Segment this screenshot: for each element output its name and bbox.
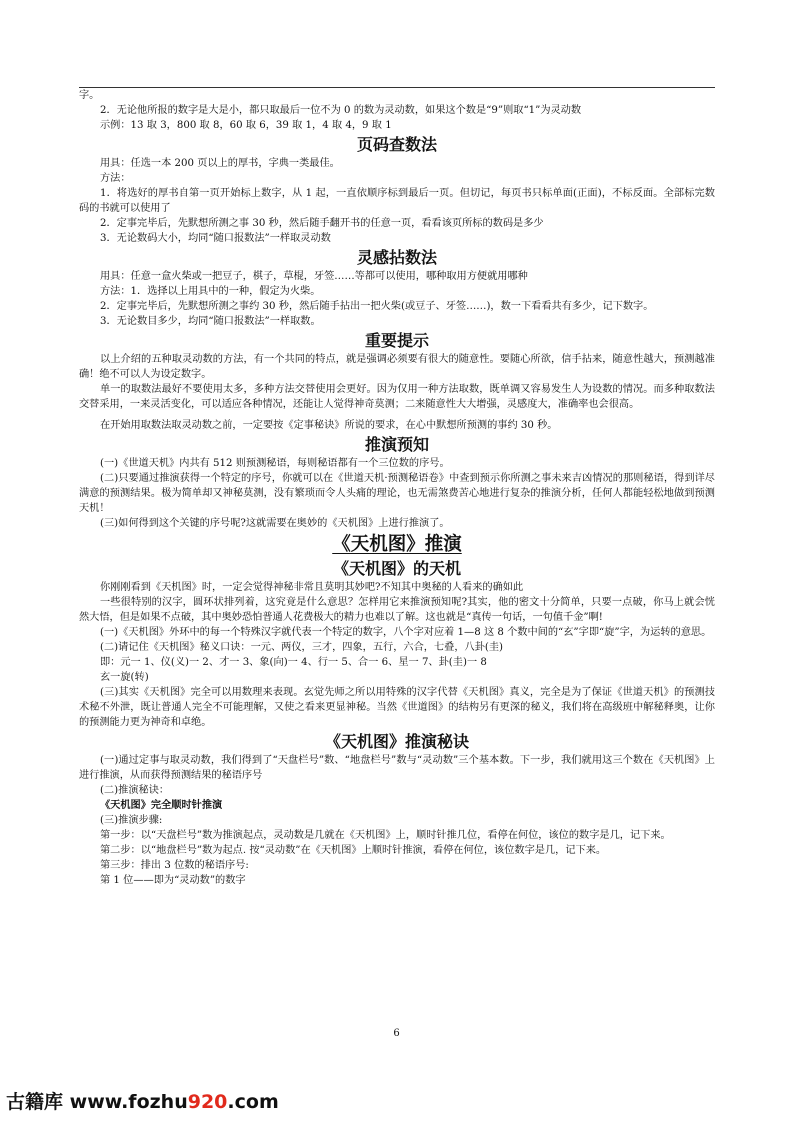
footer-url-suffix: .com <box>227 1091 279 1113</box>
footer-url-part: www.fozhu <box>69 1091 188 1113</box>
paragraph: (二)推演秘诀： <box>100 785 170 796</box>
section-heading: 《天机图》推演秘诀 <box>324 732 469 751</box>
paragraph: 在开始用取数法取灵动数之前，一定要按《定事秘诀》所说的要求，在心中默想所预测的事约 30 秒。 <box>100 420 558 431</box>
paragraph: (一)《世道天机》内共有 512 则预测秘语，每则秘语都有一个三位数的序号。 <box>100 458 450 469</box>
paragraph: (三)其实《天机图》完全可以用数理来表现。玄觉先师之所以用特殊的汉字代替《天机图》真义，完全是为了保证《世道天机》的预测技术秘不外泄，既让普通人完全不可能理解，又使之看来更显神秘。当然《世道图》的结构另有更深的秘义，我们将在高级班中解秘释奥，让你的预测能力更为神奇和卓绝。 <box>79 687 715 728</box>
paragraph: (二)请记住《天机图》秘义口诀：一元、两仪，三才，四象，五行，六合，七叠，八卦(圭) <box>100 642 504 653</box>
paragraph: 第三步：排出 3 位数的秘语序号: <box>100 860 249 871</box>
section-heading: 推演预知 <box>364 435 429 454</box>
paragraph: 第二步：以“地盘栏号”数为起点. 按“灵动数”在《天机图》上顺时针推演，看停在何位，该位数字是几，记下来。 <box>100 845 607 856</box>
bold-subheading: 《天机图》完全顺时针推演 <box>100 799 223 811</box>
paragraph: 方法： <box>100 173 131 184</box>
paragraph: (三)推演步骤: <box>100 815 163 826</box>
paragraph: 3．无论数目多少，均同“随口报数法”一样取数。 <box>100 316 321 327</box>
paragraph: 示例：13 取 3，800 取 8，60 取 6，39 取 1，4 取 4，9 取 1 <box>100 120 392 131</box>
chapter-heading: 《天机图》推演 <box>332 534 462 555</box>
paragraph: 即：元一 1、仪(义)一 2、才一 3、象(向)一 4、行一 5、合一 6、星一 7、卦(圭)一 8 <box>100 657 487 668</box>
footer-url-accent: 920 <box>187 1091 228 1113</box>
paragraph: 2．无论他所报的数字是大是小，都只取最后一位不为 0 的数为灵动数，如果这个数是“9”则取“1”为灵动数 <box>100 105 582 116</box>
paragraph: (三)如何得到这个关键的序号呢?这就需要在奥妙的《天机图》上进行推演了。 <box>100 518 450 529</box>
paragraph: (一)《天机图》外环中的每一个特殊汉字就代表一个特定的数字，八个字对应着 1—8 这 8 个数中间的“玄”字即“旋”字，为运转的意思。 <box>100 627 712 638</box>
paragraph: 方法：1．选择以上用具中的一种，假定为火柴。 <box>100 286 321 297</box>
paragraph: 1．将选好的厚书自第一页开始标上数字，从 1 起，一直依顺序标到最后一页。但切记，每页书只标单面(正面)，不标反面。全部标完数码的书就可以使用了 <box>79 188 715 214</box>
paragraph: 以上介绍的五种取灵动数的方法，有一个共同的特点，就是强调必须要有很大的随意性。要随心所欲，信手拈来，随意性越大，预测越准确！绝不可以人为设定数字。 <box>79 354 715 380</box>
paragraph: 第一步：以“天盘栏号”数为推演起点，灵动数是几就在《天机图》上，顺时针推几位，看停在何位，该位的数字是几，记下来。 <box>100 830 671 841</box>
footer-brand: 古籍库 <box>6 1091 64 1113</box>
paragraph: 2．定事完毕后，先默想所测之事约 30 秒，然后随手拈出一把火柴(或豆子、牙签……)，数一下看看共有多少，记下数字。 <box>100 301 654 312</box>
paragraph: 2．定事完毕后，先默想所测之事 30 秒，然后随手翻开书的任意一页，看看该页所标的数码是多少 <box>100 218 544 229</box>
paragraph: 3．无论数码大小，均同“随口报数法”一样取灵动数 <box>100 233 331 244</box>
paragraph: 用具：任意一盒火柴或一把豆子，棋子，草棍，牙签……等都可以使用，哪种取用方便就用哪种 <box>100 271 528 282</box>
paragraph: 字。 <box>79 90 100 101</box>
paragraph: (二)只要通过推演获得一个特定的序号，你就可以在《世道天机·预测秘语卷》中查到预示你所测之事未来吉凶情况的那则秘语，得到详尽满意的预测结果。极为简单却又神秘莫测，没有繁琐而令人头痛的理论，也无需煞费苦心地进行复杂的推演分析，任何人都能轻松地做到预测天机！ <box>79 473 715 514</box>
page-number: 6 <box>393 1028 400 1039</box>
section-heading: 页码查数法 <box>356 135 437 154</box>
paragraph: 用具：任选一本 200 页以上的厚书，字典一类最佳。 <box>100 158 340 169</box>
section-heading: 《天机图》的天机 <box>332 559 461 578</box>
footer-watermark <box>6 1090 279 1114</box>
paragraph: 一些很特别的汉字，圆环状排列着，这究竟是什么意思？怎样用它来推演预知呢?其实，他的密文十分简单，只要一点破，你马上就会恍然大悟，但是如果不点破，其中奥妙恐怕普通人花费极大的精力也难以了解。这也就是“真传一句话，一句值千金”啊! <box>79 597 715 623</box>
section-heading: 灵感拈数法 <box>356 248 437 267</box>
section-heading: 重要提示 <box>364 331 429 350</box>
paragraph: (一)通过定事与取灵动数，我们得到了“天盘栏号”数、“地盘栏号”数与“灵动数”三个基本数。下一步，我们就用这三个数在《天机图》上进行推演，从而获得预测结果的秘语序号 <box>79 755 715 781</box>
paragraph: 单一的取数法最好不要使用太多，多种方法交替使用会更好。因为仅用一种方法取数，既单调又容易发生人为设数的情况。而多种取数法交替采用，一来灵活变化，可以适应各种情况，还能让人觉得神奇莫测；二来随意性大大增强，灵感度大，准确率也会很高。 <box>79 384 715 410</box>
paragraph: 玄一旋(转) <box>100 672 149 683</box>
paragraph: 你刚刚看到《天机图》时，一定会觉得神秘非常且莫明其妙吧?不知其中奥秘的人看来的确如此 <box>100 582 524 593</box>
document-page <box>79 88 715 888</box>
paragraph: 第 1 位——即为“灵动数”的数字 <box>100 875 246 886</box>
